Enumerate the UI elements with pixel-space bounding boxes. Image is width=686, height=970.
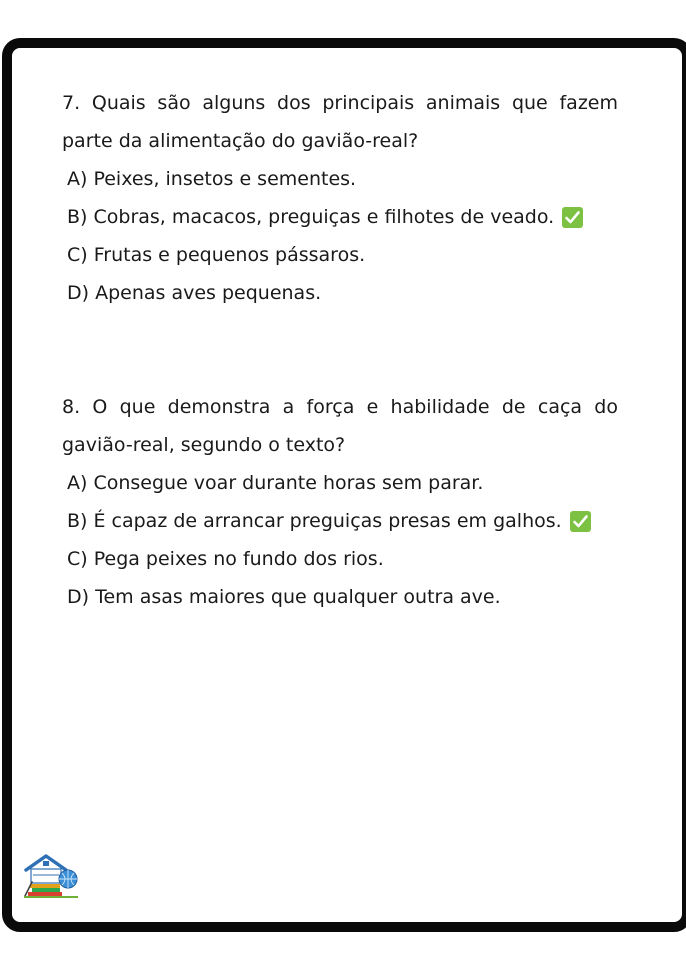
- question-7-line-2: parte da alimentação do gavião-real?: [62, 130, 419, 152]
- question-8-options: [62, 464, 618, 616]
- option-8b: [67, 502, 618, 540]
- check-mark-icon: [562, 207, 583, 228]
- question-8-line-1: 8. O que demonstra a força e habilidade de caça do: [62, 396, 618, 418]
- option-7a: [67, 160, 618, 198]
- option-8b-text: B) É capaz de arrancar preguiças presas em galhos.: [67, 510, 562, 532]
- question-8-line-2: gavião-real, segundo o texto?: [62, 434, 346, 456]
- question-7-line-1: 7. Quais são alguns dos principais animais que fazem: [62, 92, 618, 114]
- option-8a: [67, 464, 618, 502]
- option-8d: [67, 578, 618, 616]
- question-8-text: [62, 388, 618, 464]
- question-block-8: [62, 388, 618, 616]
- option-8a-text: A) Consegue voar durante horas sem parar.: [67, 472, 484, 494]
- option-7b: [67, 198, 618, 236]
- option-7c-text: C) Frutas e pequenos pássaros.: [67, 244, 366, 266]
- question-7-text: [62, 84, 618, 160]
- option-8c: [67, 540, 618, 578]
- option-7d-text: D) Apenas aves pequenas.: [67, 282, 322, 304]
- option-7b-text: B) Cobras, macacos, preguiças e filhotes de veado.: [67, 206, 555, 228]
- option-7a-text: A) Peixes, insetos e sementes.: [67, 168, 357, 190]
- option-7c: [67, 236, 618, 274]
- option-7d: [67, 274, 618, 312]
- option-8d-text: D) Tem asas maiores que qualquer outra ave.: [67, 586, 501, 608]
- question-block-7: [62, 84, 618, 312]
- option-8c-text: C) Pega peixes no fundo dos rios.: [67, 548, 384, 570]
- school-logo-icon: [22, 852, 80, 900]
- check-mark-icon: [570, 511, 591, 532]
- question-7-options: [62, 160, 618, 312]
- worksheet-content: [62, 84, 618, 616]
